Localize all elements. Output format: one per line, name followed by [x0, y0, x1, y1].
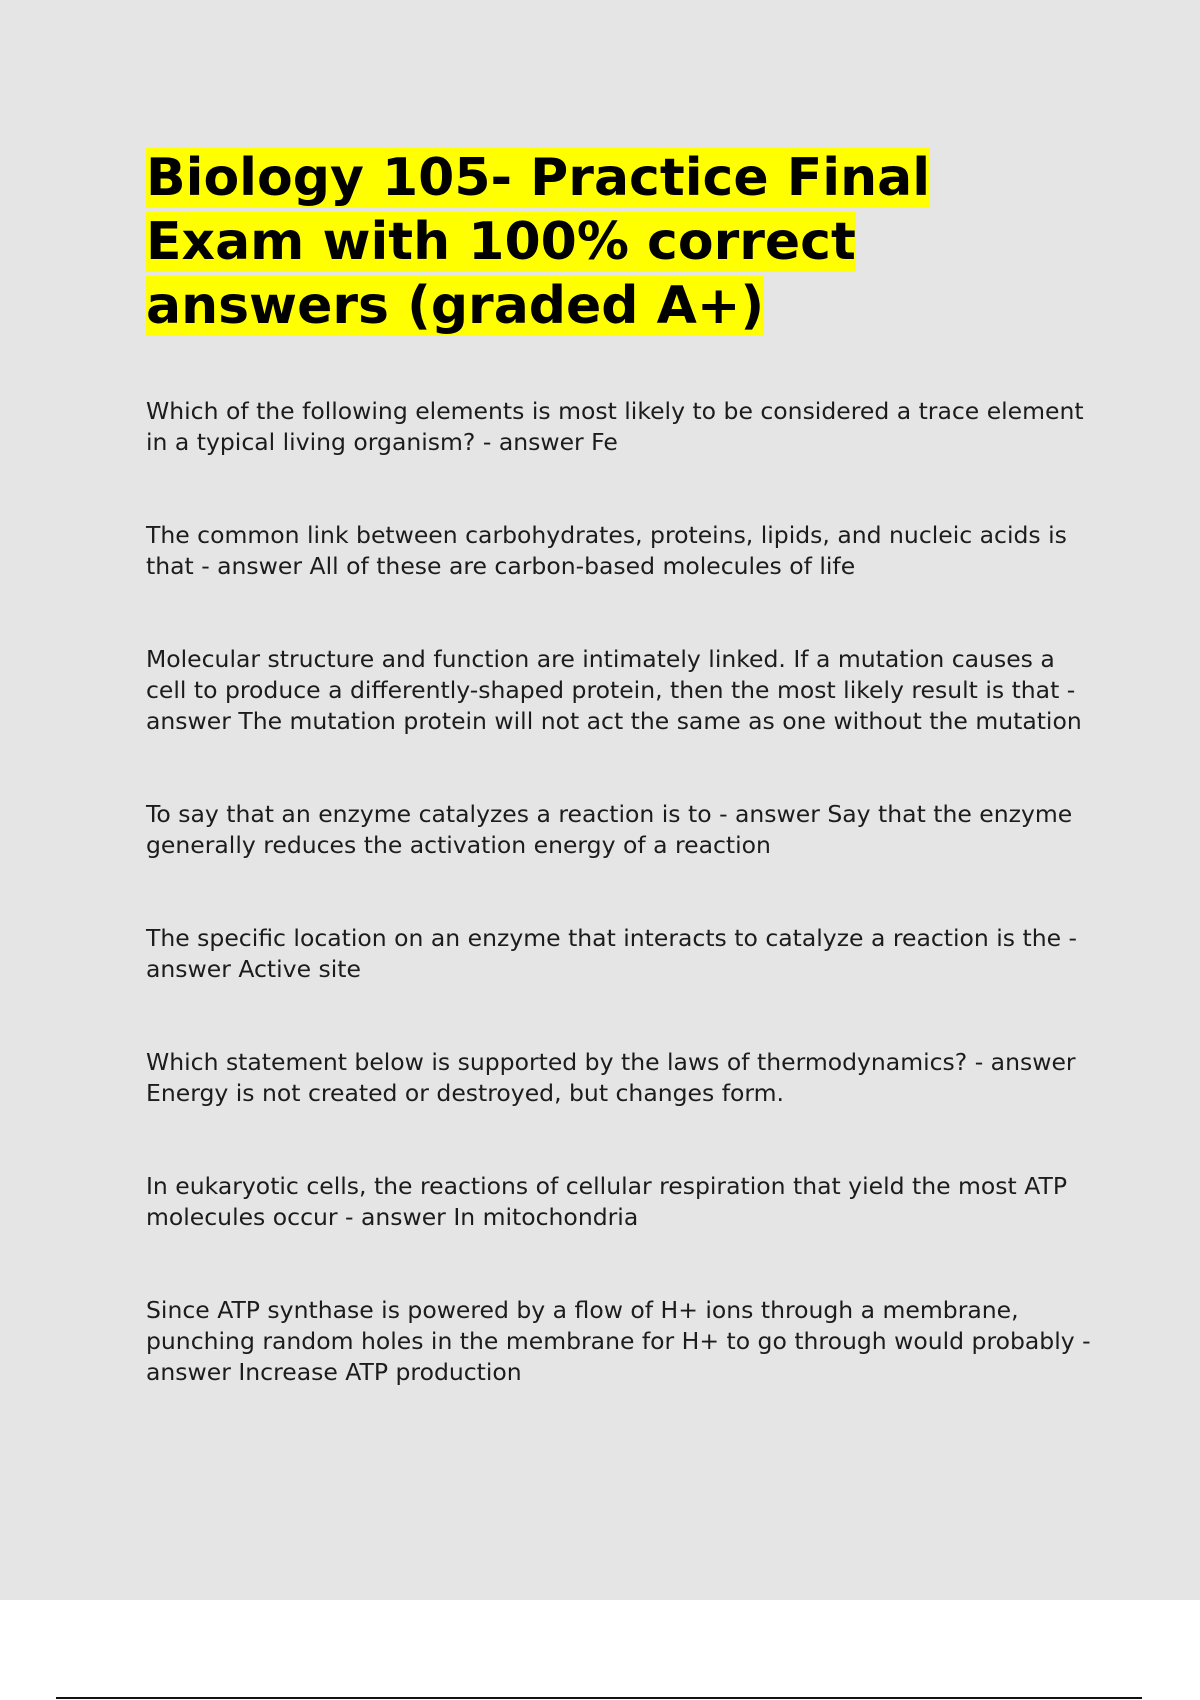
qa-item: The specific location on an enzyme that interacts to catalyze a reaction is the - answer Active site [146, 924, 1078, 983]
qa-list [146, 396, 1096, 1388]
qa-item: To say that an enzyme catalyzes a reaction is to - answer Say that the enzyme generally reduces the activation energy of a reaction [146, 800, 1073, 859]
qa-item: Which of the following elements is most likely to be considered a trace element in a typical living organism? - answer Fe [146, 397, 1084, 456]
document-content [146, 146, 1096, 1450]
title-highlight: Biology 105- Practice Final Exam with 100% correct answers (graded A+) [146, 148, 931, 336]
qa-item: The common link between carbohydrates, proteins, lipids, and nucleic acids is that - answer All of these are carbon-based molecules of life [146, 521, 1067, 580]
qa-item: Molecular structure and function are intimately linked. If a mutation causes a cell to produce a differently-shaped protein, then the most likely result is that - answer The mutation protein will not act the same as one without the mutation [146, 645, 1082, 735]
footer-divider [56, 1697, 1142, 1699]
qa-item: Since ATP synthase is powered by a flow of H+ ions through a membrane, punching random holes in the membrane for H+ to go through would probably - answer Increase ATP production [146, 1296, 1091, 1386]
qa-item: In eukaryotic cells, the reactions of cellular respiration that yield the most ATP molecules occur - answer In mitochondria [146, 1172, 1067, 1231]
qa-item: Which statement below is supported by the laws of thermodynamics? - answer Energy is not created or destroyed, but changes form. [146, 1048, 1076, 1107]
document-title [146, 146, 1096, 338]
